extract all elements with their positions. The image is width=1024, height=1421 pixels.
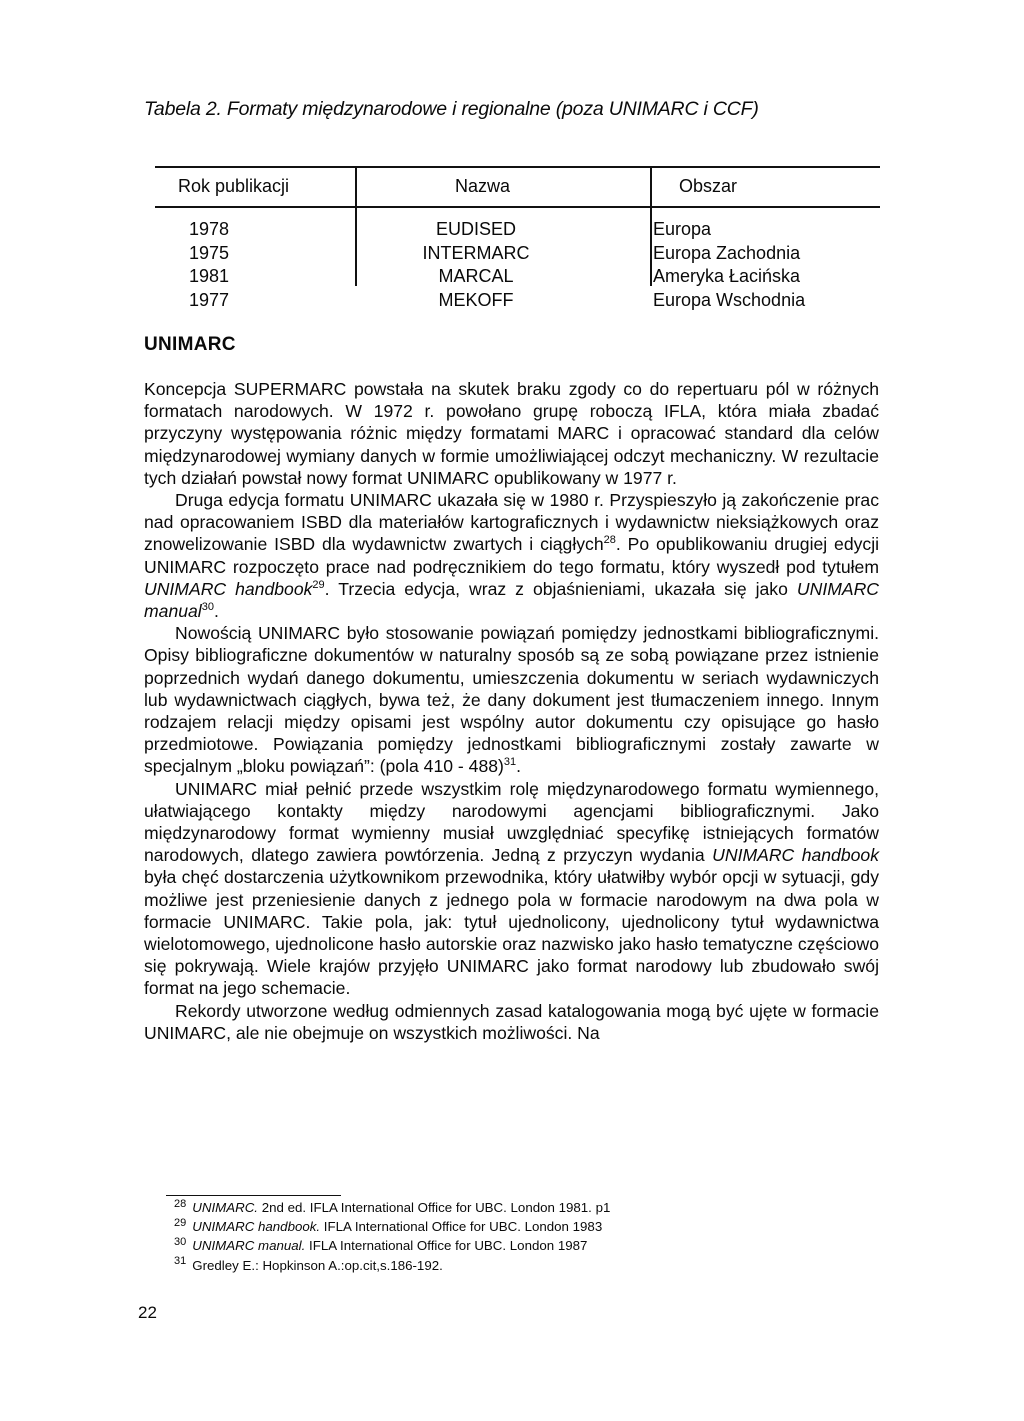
table-cell-year: 1977: [189, 289, 230, 310]
table-cell-year: 1978: [189, 219, 230, 239]
table-cell-name: EUDISED: [435, 219, 516, 239]
footnote: [174, 1256, 610, 1275]
paragraph-text: była chęć dostarczenia użytkownikom przewodnika, który ułatwiłby wybór opcji w sytuacji, gdy możliwe jest przeniesienie danych z jednego pola w formacie narodowym na dwa pola w formacie UNIMARC. Takie pola, jak: tytuł ujednolicony, ujednolicony tytuł wydawnictwa wielotomowego, ujednolicone hasło autorskie oraz nazwisko jako hasło tematyczne częściowo się pokrywają. Wiele krajów przyjęło UNIMARC jako format narodowy lub zbudowało swój format na jego schemacie.: [144, 867, 879, 999]
italic-title: UNIMARC handbook: [144, 578, 313, 599]
table-top-rule: [155, 166, 880, 168]
header-name: Nazwa: [455, 176, 511, 196]
paragraph: [144, 622, 879, 777]
footnote-number: 30: [174, 1235, 187, 1248]
table-cell-name: MARCAL: [438, 266, 514, 286]
formats-table: [155, 166, 880, 310]
paragraph-text: . Trzecia edycja, wraz z objaśnieniami, ukazała się jako: [324, 578, 797, 599]
footnote-title: UNIMARC.: [192, 1200, 258, 1215]
table-cell-year: 1981: [189, 266, 230, 286]
footnote-number: 29: [174, 1216, 187, 1229]
footnote-text: Gredley E.: Hopkinson A.:op.cit,s.186-192.: [192, 1257, 443, 1273]
footnote-title: UNIMARC handbook.: [192, 1219, 321, 1235]
footnote-divider: [166, 1195, 341, 1196]
table-column-divider: [355, 168, 357, 286]
footnote-ref: 30: [201, 601, 214, 614]
header-year: Rok publikacji: [178, 176, 290, 196]
footnotes: [174, 1198, 610, 1275]
table-cell-area: Europa: [653, 219, 712, 239]
paragraph-text: UNIMARC miał pełnić przede wszystkim rolę międzynarodowego formatu wymiennego, ułatwiającego kontakty między narodowymi agencjami bibliograficznymi. Jako międzynarodowy format wymienny musiał uwzględniać specyfikę istniejących formatów narodowych, dlatego zawiera powtórzenia. Jedną z przyczyn wydania: [144, 778, 879, 866]
table-cell-area: Europa Zachodnia: [653, 242, 801, 263]
header-area: Obszar: [679, 176, 738, 196]
table-caption-label: Tabela 2.: [144, 98, 222, 120]
footnote-text: IFLA International Office for UBC. London 1987: [305, 1238, 588, 1254]
table-cell-area: Ameryka Łacińska: [653, 266, 801, 286]
footnote: [174, 1217, 610, 1236]
area-column: [653, 218, 805, 312]
paragraph: [144, 489, 879, 622]
footnote-text: IFLA International Office for UBC. London 1983: [320, 1219, 603, 1235]
year-column: [189, 218, 229, 312]
paragraph-text: .: [516, 756, 522, 777]
footnote: [174, 1236, 610, 1255]
body-text: [144, 378, 879, 1044]
table-cell-name: MEKOFF: [438, 289, 514, 310]
table-caption: [144, 98, 759, 121]
footnote-ref: 29: [312, 578, 325, 591]
paragraph: [144, 778, 879, 1000]
page-number: 22: [138, 1303, 157, 1322]
footnote-title: UNIMARC manual.: [192, 1238, 306, 1254]
table-header-rule: [155, 206, 880, 208]
paragraph: Rekordy utworzone według odmiennych zasad katalogowania mogą być ujęte w formacie UNIMARC, ale nie obejmuje on wszystkich możliwości. Na: [144, 1000, 879, 1043]
paragraph-text: .: [213, 601, 219, 622]
footnote-ref: 28: [603, 534, 616, 547]
footnote-ref: 31: [503, 756, 517, 769]
table-cell-name: INTERMARC: [422, 242, 530, 263]
footnote-text: 2nd ed. IFLA International Office for UBC. London 1981. p1: [258, 1200, 611, 1215]
italic-title: UNIMARC handbook: [712, 845, 879, 866]
table-caption-text: Formaty międzynarodowe i regionalne (poza UNIMARC i CCF): [221, 98, 759, 120]
paragraph-text: Nowością UNIMARC było stosowanie powiązań pomiędzy jednostkami bibliograficznymi. Opisy bibliograficzne dokumentów w naturalny sposób są ze sobą powiązane przez istnienie poprzednich wydań danego dokumentu, umieszczenia dokumentu w seriach wydawniczych lub wydawnictwach ciągłych, bywa też, że dany dokument jest tłumaczeniem innego. Innym rodzajem relacji między opisami jest wspólny autor dokumentu czy opisujące go hasło przedmiotowe. Powiązania pomiędzy jednostkami bibliograficznymi zostały zawarte w specjalnym „bloku powiązań”: (pola 410 - 488): [144, 623, 879, 777]
name-column: [395, 218, 557, 312]
paragraph-text: . Po opublikowaniu drugiej edycji UNIMARC rozpoczęto prace nad podręcznikiem do tego formatu, który wyszedł pod tytułem: [144, 534, 880, 577]
footnote-number: 28: [174, 1197, 187, 1210]
footnote-number: 31: [174, 1255, 187, 1268]
italic-title: UNIMARC manual: [144, 578, 880, 622]
table-column-divider: [650, 168, 652, 286]
footnote: [174, 1198, 610, 1217]
paragraph: Koncepcja SUPERMARC powstała na skutek braku zgody co do repertuaru pól w różnych formatach narodowych. W 1972 r. powołano grupę roboczą IFLA, która miała zbadać przyczyny występowania różnic między formatami MARC i opracować standard dla celów międzynarodowej wymiany danych w formie umożliwiającej odczyt mechaniczny. W rezultacie tych działań powstał nowy format UNIMARC opublikowany w 1977 r.: [144, 379, 879, 488]
paragraph-text: Druga edycja formatu UNIMARC ukazała się w 1980 r. Przyspieszyło ją zakończenie prac nad opracowaniem ISBD dla materiałów kartograficznych i wydawnictw nieksiążkowych oraz znowelizowanie ISBD dla wydawnictw zwartych i ciągłych: [144, 490, 879, 555]
table-cell-area: Europa Wschodnia: [653, 289, 806, 310]
table-cell-year: 1975: [189, 242, 230, 263]
section-title: UNIMARC: [144, 334, 236, 355]
